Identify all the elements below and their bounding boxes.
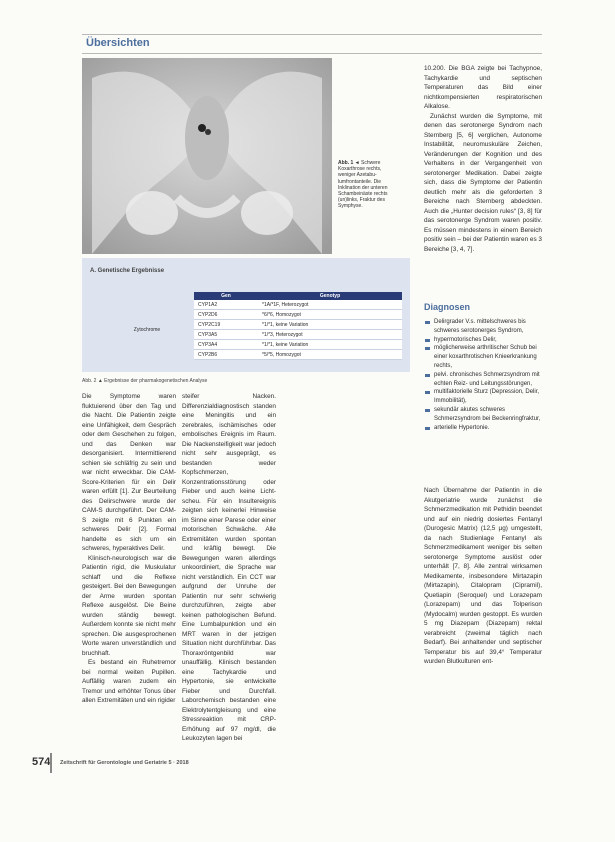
genetics-table [100,292,402,360]
list-item: möglicherweise arthritischer Schub bei einer koxarthrotischen Knieerkrankung rechts, [424,344,546,370]
paragraph: Es bestand ein Ruhetremor bei normal weiten Pupillen. Auffällig waren zudem ein Tremor und erhöhter Tonus über allen Extremitäten und ein rigider [82,659,176,704]
figure1-caption-line: Koxarthrose rechts, [338,166,382,173]
footer-divider [50,753,52,773]
section-header [82,34,542,54]
figure1-caption-line: lumfrontanteile. Die [338,178,382,185]
paragraph: Zunächst wurden die Symptome, mit denen das serotonerge Syndrom nach Sternberg [5, 6] verglichen, Autonome Instabilität, neuromuskuläre Zeichen, Veränderungen der Kognition und des Verhaltens in der Vergangenheit von serotonerger Medikation. Dabei zeigte sich, dass die Symptome der Patientin deutlich mehr als die geforderten 3 Bereiche nach Sternberg abdeckten. Auch die „Hunter decision rules“ [3, 8] für das serotonerge Syndrom waren positiv. Es müssen mindestens in einem Bereich positiv sein – bei der Patientin waren es 3 Bereiche [3, 4, 7]. [424,112,542,253]
table-cell-gene: CYP1A2 [194,300,258,310]
table-class-label: Zytochrome [100,300,194,360]
figure1-label: Abb. 1 [338,160,354,166]
paragraph: steifer Nacken. Differenzialdiagnostisch standen eine Meningitis und ein zerebrales, ischämisches oder embolisches Ereignis im Raum. Die Nackensteifigkeit war jedoch nicht sehr ausgeprägt, es bestanden weder Kopfschmerzen, Konzentrationsstörung oder Fieber und auch keine Licht-scheu. Für ein Insultereignis zeigten sich keinerlei Hinweise im Sinne einer Parese oder einer motorischen Schwäche. Alle Extremitäten wurden spontan und kräftig bewegt. Die Bewegungen waren allerdings unkoordiniert, die Sprache war nicht verständlich. Ein CCT war aufgrund der Unruhe der Patientin nur sehr schwierig durchzuführen, zeigte aber keinen pathologischen Befund. Eine Lumbalpunktion und ein MRT waren in der jetzigen Situation nicht durchführbar. Das Thoraxröntgenbild war unauffällig. Klinisch bestanden eine Tachykardie und Hypertonie, sie entwickelte Fieber und Durchfall. Laborchemisch bestanden eine Elektrolytentgleisung und eine Stressreaktion mit CRP-Erhöhung auf 97 mg/dl, die Leukozyten lagen bei [182,393,276,742]
table-cell-genotype: *5/*5, Homozygot [258,350,402,360]
paragraph: Klinisch-neurologisch war die Patientin rigid, die Muskulatur schlaff und die Reflexe gesteigert. Bei den Bewegungen der Arme wurden spontan Reflexe ausgelöst. Die Beine wurden ständig bewegt. Außerdem konnte sie nicht mehr sprechen. Die ausgesprochenen Worte waren unverständlich und bruchhaft. [82,554,176,657]
table-cell-genotype: *1A/*1F, Heterozygot [258,300,402,310]
xray-image [82,58,332,254]
list-item: pelvi. chronisches Schmerzsyndrom mit echten Reiz- und Leitungsstörungen, [424,371,546,389]
table-header-row [100,292,402,300]
table-cell-gene: CYP3A4 [194,340,258,350]
table-header-gene: Gen [194,292,258,300]
paragraph: Die Symptome waren fluktuierend über den Tag und die Nacht. Die Patientin zeigte eine Unfähigkeit, dem Gespräch oder dem Geschehen zu folgen, und das Denken war desorganisiert. Intermittierend schien sie schläfrig zu sein und war nicht erweckbar. Die CAM-Score-Kriterien für ein Delir waren erfüllt [1]. Zur Beurteilung des Delirschwere wurde der CAM-S durchgeführt. Der CAM-S zeigte mit 6 Punkten ein schweres Delir [2]. Formal handelte es sich um ein schweres, hyperaktives Delir. [82,393,176,552]
table-cell-gene: CYP2D6 [194,310,258,320]
table-title: A. Genetische Ergebnisse [90,268,165,274]
body-column-1 [82,392,176,704]
table-cell-genotype: *1/*3, Heterozygot [258,330,402,340]
table-row [100,300,402,310]
figure1-caption-line: ◄ Schwere [354,160,381,166]
pelvis-xray-graphic [82,58,332,254]
table-header-genotype: Genotyp [258,292,402,300]
figure1-caption-line: Symphyse. [338,203,363,210]
page-number: 574 [32,756,51,768]
table-cell-genotype: *1/*1, keine Variation [258,340,402,350]
list-item: sekundär akutes schweres Schmerzsyndrom bei Beckenringfraktur, [424,406,546,424]
figure1-caption-line: Schambeinäste rechts [338,191,388,198]
list-item: multifaktorielle Sturz (Depression, Delir, Immobilität), [424,388,546,406]
figure1-caption [338,160,404,210]
diagnoses-list [424,318,546,432]
table-cell-gene: CYP2B6 [194,350,258,360]
table-header-empty [100,292,194,300]
body-column-2 [182,392,276,742]
figure1-caption-line: Inklination der unteren [338,184,388,191]
table-cell-gene: CYP3A5 [194,330,258,340]
body-column-3-top [424,64,542,284]
table-cell-genotype: *6/*6, Homozygot [258,310,402,320]
table-cell-genotype: *1/*1, keine Variation [258,320,402,330]
genetics-table-box [82,258,410,372]
section-title: Übersichten [86,37,150,49]
paragraph: 10.200. Die BGA zeigte bei Tachypnoe, Tachykardie und septischen Temperaturen das Bild einer nichtkompensierten respiratorischen Alkalose. [424,65,542,110]
figure2-caption: Abb. 2 ▲ Ergebnisse der pharmakogenetischen Analyse [82,378,208,384]
figure1-caption-line: weniger Azetabu- [338,172,377,179]
journal-name: Zeitschrift für Gerontologie und Geriatrie 5 · 2018 [60,760,189,766]
list-item: hypermotorisches Delir, [424,336,546,345]
paragraph: Nach Übernahme der Patientin in die Akutgeriatrie wurde zunächst die Schmerzmedikation mit Pethidin beendet und auf ein niedrig dosiertes Fentanyl (Durogesic Matrix) (12,5 µg) umgestellt, da nach Studienlage Fentanyl als Schmerzmedikament weniger bis selten serotonerge Symptome auslöst oder unterhält [7, 8]. Alle zentral wirksamen Medikamente, insbesondere Mirtazapin (Mirtazapin), Citalopram (Cipramil), Quetiapin (Seroquel) und Lorazepam (Lorazepam) und das Tolperison (Mydocalm) wurden gestoppt. Es wurden 5 mg Diazepam (Diazepam) rektal verabreicht (zweimal täglich nach Bedarf). Bei anhaltender und septischer Temperatur bis auf 39,4° Temperatur wurden Blutkulturen ent- [424,487,542,665]
list-item: Delirgrader V.s. mittelschweres bis schweres serotonerges Syndrom, [424,318,546,336]
body-column-3-bottom [424,486,542,736]
list-item: arterielle Hypertonie. [424,424,546,433]
table-cell-gene: CYP2C19 [194,320,258,330]
diagnoses-heading: Diagnosen [424,302,471,312]
figure1-caption-line: (un)links, Fraktur des [338,197,385,204]
